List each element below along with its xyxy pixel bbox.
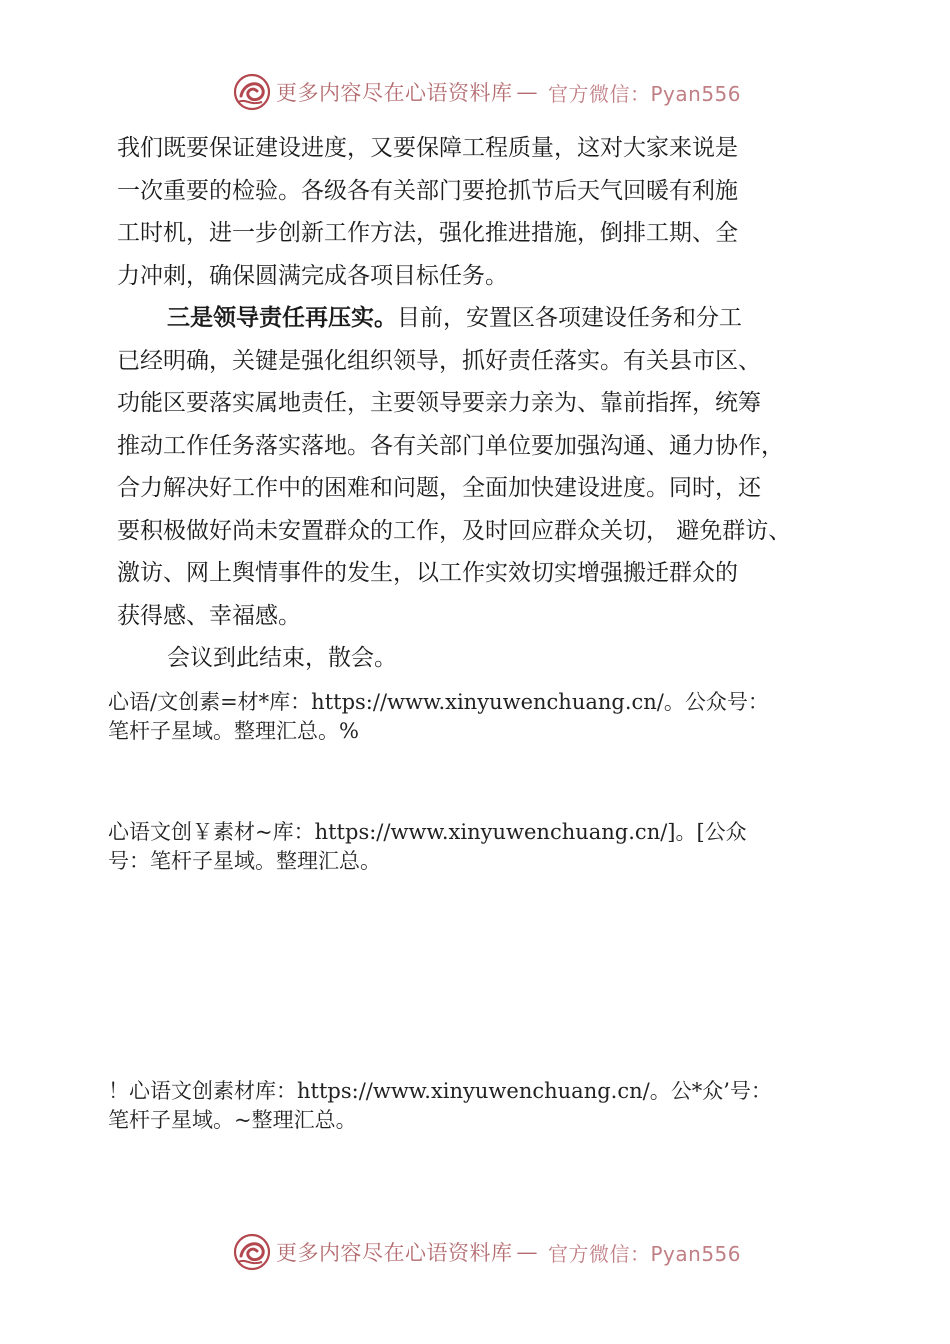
text-line: 功能区要落实属地责任，主要领导要亲力亲为、靠前指挥，统筹 [117,390,761,416]
paragraph-heading-line [117,297,837,340]
text-line: 力冲刺，确保圆满完成各项目标任务。 [117,262,508,289]
text-line: 要积极做好尚未安置群众的工作，及时回应群众关切， 避免群访、 [117,517,792,544]
banner-text: 更多内容尽在心语资料库 [276,81,513,105]
text-span: 目前，安置区各项建设任务和分工 [397,305,742,331]
banner-wechat: 官方微信：Pyan556 [548,1241,742,1266]
text-line: 一次重要的检验。各级各有关部门要抢抓节后天气回暖有利施 [117,177,738,204]
watermark-line: 笔杆子星域。整理汇总。% [108,719,359,743]
banner-text: 更多内容尽在心语资料库 [276,1241,513,1265]
swirl-logo-icon [232,72,272,112]
closing-line: 会议到此结束，散会。 [167,645,397,671]
watermark-line: 笔杆子星域。~整理汇总。 [108,1108,357,1132]
watermark-line: 心语文创￥素材~库：https://www.xinyuwenchuang.cn/]。[公众 [108,820,747,844]
watermark-line: 号：笔杆子星域。整理汇总。 [108,849,381,873]
text-line: 激访、网上舆情事件的发生，以工作实效切实增强搬迁群众的 [117,560,738,586]
header-banner [232,70,752,114]
banner-separator: — [516,80,538,104]
text-line: 合力解决好工作中的困难和问题，全面加快建设进度。同时，还 [117,475,761,501]
text-line: 推动工作任务落实落地。各有关部门单位要加强沟通、通力协作， [117,432,784,459]
swirl-logo-icon [232,1232,272,1272]
watermark-line: ！心语文创素材库：https://www.xinyuwenchuang.cn/。公*众’号： [108,1079,772,1103]
footer-banner [232,1230,752,1274]
bold-heading: 三是领导责任再压实。 [167,305,397,331]
watermark-block [108,688,888,746]
watermark-block [108,818,888,876]
document-body [117,127,837,680]
text-line: 已经明确，关键是强化组织领导，抓好责任落实。有关县市区、 [117,347,761,374]
text-line: 获得感、幸福感。 [117,602,301,629]
banner-separator: — [516,1240,538,1264]
text-line: 我们既要保证建设进度，又要保障工程质量，这对大家来说是 [117,135,738,161]
text-line: 工时机，进一步创新工作方法，强化推进措施，倒排工期、全 [117,220,738,246]
watermark-line: 心语/文创素=材*库：https://www.xinyuwenchuang.cn/。公众号： [108,690,769,714]
watermark-block [108,1077,888,1135]
banner-wechat: 官方微信：Pyan556 [548,81,742,106]
